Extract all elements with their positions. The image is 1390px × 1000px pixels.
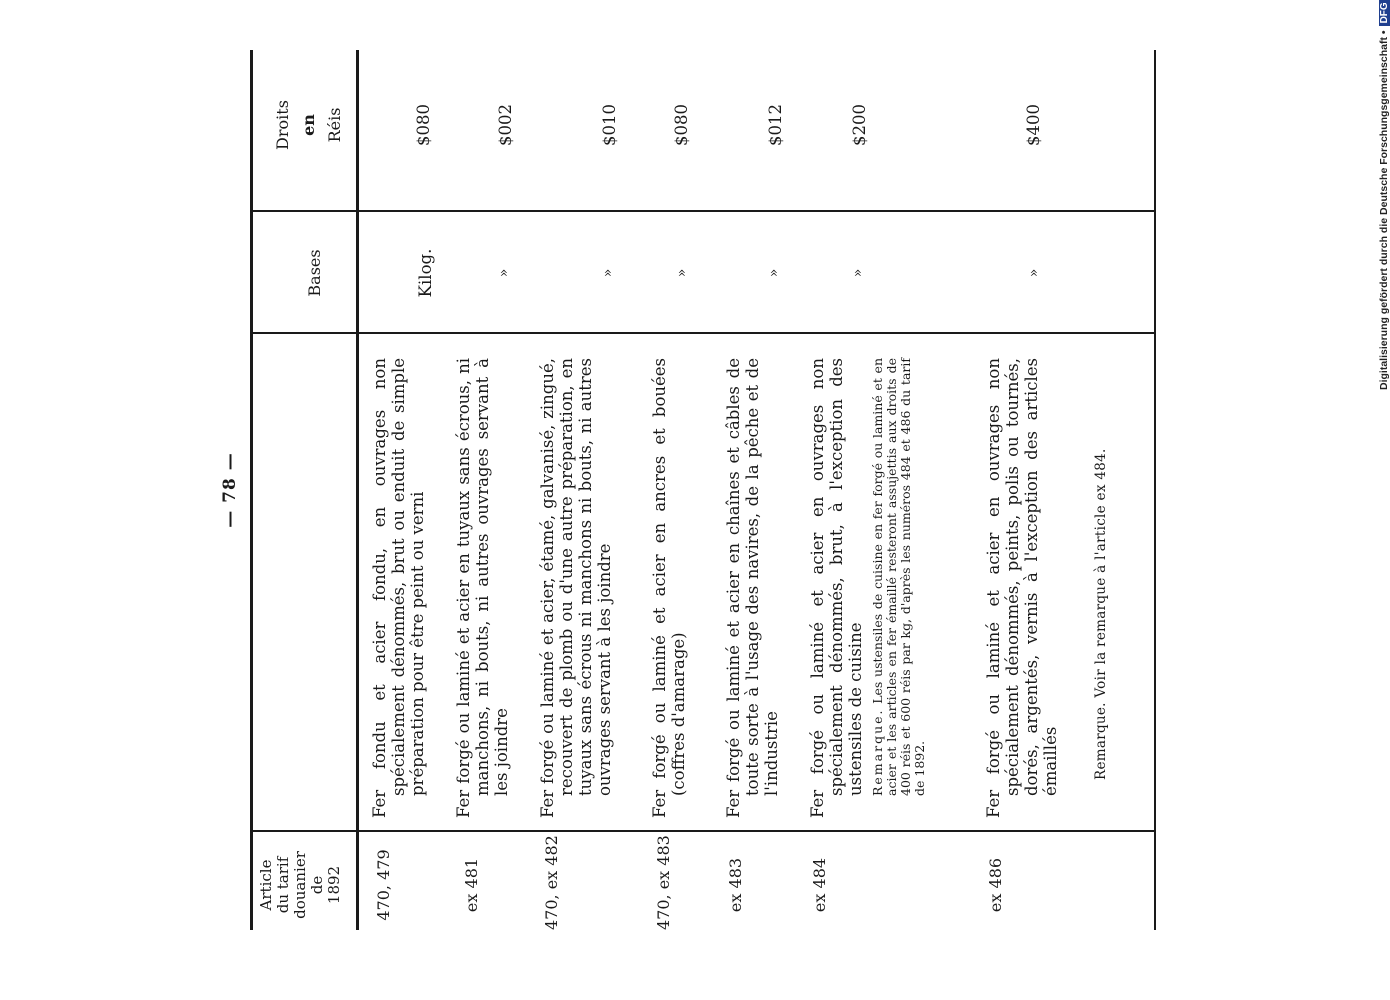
- credit-line: [1378, 0, 1390, 390]
- header-article-line: Article: [257, 859, 275, 911]
- duty-value: $002: [496, 104, 515, 146]
- header-article: [258, 840, 343, 930]
- description-text: Fer forgé ou laminé et acier en chaînes et câbles de toute sorte à l'usage des navires, de la pêche et de l'industrie: [724, 358, 781, 818]
- base-unit: »: [850, 268, 866, 278]
- table-row: [454, 50, 526, 930]
- final-remark-row: [1092, 50, 1122, 930]
- item-description: [370, 358, 427, 818]
- description-text: Fer forgé ou laminé et acier en ancres et bouées (coffres d'amarage): [650, 358, 688, 818]
- table-row: [984, 50, 1084, 930]
- table-row: [370, 50, 442, 930]
- header-article-line: de: [308, 875, 326, 895]
- dfg-logo: DFG: [1379, 0, 1390, 26]
- item-description: [650, 358, 688, 818]
- header-article-line: du tarif: [274, 856, 292, 914]
- article-number: ex 484: [810, 857, 829, 913]
- article-number: ex 486: [986, 857, 1005, 913]
- final-remark-text: Remarque. Voir la remarque à l'article ex 484.: [1093, 448, 1109, 780]
- table-bottom-rule: [1154, 50, 1156, 930]
- duty-value: $200: [850, 104, 869, 146]
- duty-value: $400: [1024, 104, 1043, 146]
- digitization-credit: [1366, 2, 1390, 390]
- item-description: [808, 358, 927, 818]
- duty-value: $080: [672, 104, 691, 146]
- header-bases: Bases: [305, 249, 324, 297]
- duty-value: $010: [600, 104, 619, 146]
- header-duty-line: Réis: [325, 107, 344, 143]
- base-unit: Kilog.: [416, 248, 435, 298]
- base-unit: »: [1026, 268, 1042, 278]
- description-text: Fer forgé ou laminé et acier, étamé, galvanisé, zingué, recouvert de plomb ou d'une autre préparation, en tuyaux sans écrous ni manchons ni bouts, ni autres ouvrages servant à les joindre: [538, 358, 614, 818]
- table-row: [724, 50, 796, 930]
- table-top-rule: [250, 50, 253, 930]
- header-duty-line: en: [299, 114, 318, 136]
- base-unit: »: [600, 268, 616, 278]
- description-text: Fer fondu et acier fondu, en ouvrages non spécialement dénommés, brut ou enduit de simple préparation pour être peint ou verni: [370, 358, 427, 818]
- header-duty: [270, 50, 348, 200]
- credit-text: Digitalisierung gefördert durch die Deutsche Forschungsgemeinschaft •: [1378, 30, 1390, 390]
- table-row: [650, 50, 700, 930]
- header-bottom-rule: [356, 50, 359, 930]
- header-article-line: douanier: [291, 851, 309, 919]
- description-text: Fer forgé ou laminé et acier en ouvrages non spécialement dénommés, brut, à l'exception des ustensiles de cuisine: [808, 358, 865, 818]
- final-remark: [1092, 358, 1111, 818]
- item-description: [538, 358, 614, 818]
- header-article-line: 1892: [325, 865, 343, 905]
- page-number: — 78 —: [220, 452, 240, 528]
- table-row: [808, 50, 988, 930]
- duty-value: $012: [766, 104, 785, 146]
- header-duty-line: Droits: [273, 100, 292, 150]
- article-number: 470, ex 483: [654, 835, 673, 930]
- remark-note: [871, 358, 927, 818]
- base-unit: »: [766, 268, 782, 278]
- document-page: [222, 50, 1162, 930]
- remark-label: Remarque.: [870, 708, 885, 796]
- description-text: Fer forgé ou laminé et acier en tuyaux sans écrous, ni manchons, ni bouts, ni autres ouvrages servant à les joindre: [454, 358, 511, 818]
- article-number: 470, ex 482: [542, 835, 561, 930]
- base-unit: »: [496, 268, 512, 278]
- description-text: Fer forgé ou laminé et acier en ouvrages non spécialement dénommés, peints, polis ou tournés, dorés, argentés, vernis à l'exception des articles émaillés: [984, 358, 1060, 818]
- duty-value: $080: [414, 104, 433, 146]
- remark-text: Les ustensiles de cuisine en fer forgé ou laminé et en acier et les articles en fer émaillé resteront assujettis aux droits de 400 réis et 600 réis par kg, d'après les numéros 484 et 486 du tarif de 1892.: [870, 358, 927, 796]
- item-description: [984, 358, 1060, 818]
- table-row: [538, 50, 634, 930]
- base-unit: »: [674, 268, 690, 278]
- article-number: ex 481: [462, 857, 481, 913]
- article-number: 470, 479: [374, 849, 393, 921]
- item-description: [724, 358, 781, 818]
- item-description: [454, 358, 511, 818]
- article-number: ex 483: [726, 857, 745, 913]
